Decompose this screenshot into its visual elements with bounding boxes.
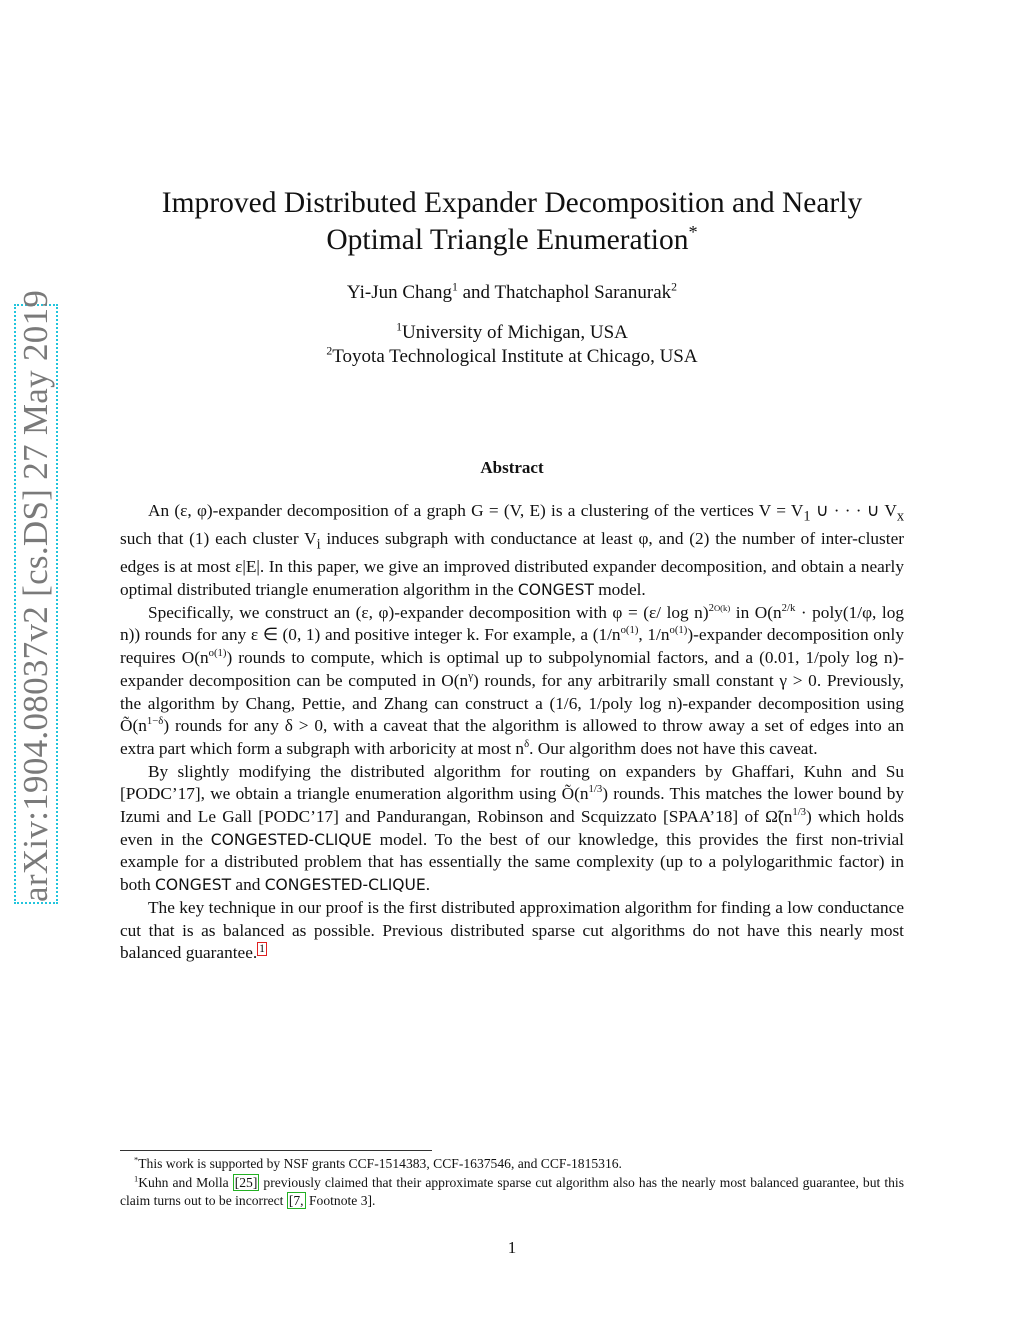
superscript: o(1)	[620, 624, 639, 637]
text-run: ) rounds, for any arbitrarily small constant γ > 0. Previously, the algorithm by Chang, Pettie, and Zhang can construct a (1/6, 1/poly log n)-expander decomposition using Õ(n	[120, 670, 904, 736]
text-run: ) rounds to compute, which is optimal up to subpolynomial factors, and a (0.01, 1/poly log n)-expander decomposition can be computed in O(n	[120, 648, 904, 690]
affiliation-name: University of Michigan, USA	[402, 322, 628, 343]
footnote	[120, 1155, 904, 1174]
abstract-paragraph	[120, 500, 904, 602]
abstract-paragraph	[120, 602, 904, 761]
author-name: Thatchaphol Saranurak	[494, 282, 672, 303]
superscript: 1/3	[588, 783, 603, 796]
superscript: 1/3	[792, 806, 807, 819]
footnote-marker: *	[134, 1154, 139, 1165]
text-run: · poly(1/φ, log n)) rounds for any ε ∈ (0, 1) and positive integer k. For example, a (1/n	[120, 602, 904, 645]
text-run: in O(n	[730, 602, 782, 622]
footnote-text: previously claimed that their approximate sparse cut algorithm also has the nearly most balanced guarantee, but this claim turns out to be incorrect	[120, 1174, 904, 1208]
text-run: By slightly modifying the distributed algorithm for routing on expanders by Ghaffari, Kuhn and Su [PODC’17], we obtain a triangle enumeration algorithm using Õ(n	[120, 761, 904, 804]
footnote-text: Footnote 3].	[305, 1193, 376, 1208]
footnote	[120, 1174, 904, 1211]
text-run: .	[425, 875, 431, 895]
text-run: The key technique in our proof is the first distributed approximation algorithm for finding a low conductance cut that is as balanced as possible. Previous distributed sparse cut algorithms do not have this nearly most balanced guarantee.	[120, 897, 904, 963]
text-run: and	[231, 875, 265, 895]
author-name: Yi-Jun Chang	[346, 282, 452, 303]
title-line-1: Improved Distributed Expander Decomposition and Nearly	[161, 187, 863, 219]
text-run: Specifically, we construct an (ε, φ)-expander decomposition with φ = (ε/ log n)	[148, 602, 709, 622]
text-run: ) rounds. This matches the lower bound by Izumi and Le Gall [PODC’17] and Pandurangan, Robinson and Scquizzato [SPAA’18] of Ω̃(n	[120, 784, 904, 827]
superscript: 1−δ	[146, 715, 164, 728]
affiliation-marker: 2	[326, 344, 333, 358]
text-run: An (ε, φ)-expander decomposition of a graph G = (V, E) is a clustering of the vertices V = V	[148, 501, 804, 520]
superscript: δ	[524, 738, 530, 751]
superscript: γ	[468, 670, 473, 683]
abstract-paragraph	[120, 761, 904, 897]
text-run: ) which holds even in the	[120, 807, 904, 849]
page-number: 1	[507, 1238, 517, 1257]
superscript: 2	[708, 601, 714, 614]
footnote-text: This work is supported by NSF grants CCF-1514383, CCF-1637546, and CCF-1815316.	[138, 1156, 622, 1171]
text-run: induces subgraph with conductance at least φ, and (2) the number of inter-cluster edges is at most ε|E|. In this paper, we give an improved distributed expander decomposition, and obtain a nearly optimal distributed triangle enumeration algorithm in the	[120, 529, 904, 600]
citation-link[interactable]: [7,	[288, 1193, 304, 1208]
affiliation	[130, 346, 894, 368]
citation-link[interactable]: [25]	[234, 1174, 258, 1190]
author-conjunction: and	[457, 282, 495, 303]
footnote-marker: 1	[134, 1172, 139, 1183]
text-run: model.	[593, 580, 646, 600]
footnotes	[120, 1155, 904, 1211]
superscript: 2/k	[781, 601, 796, 614]
title-footnote-marker[interactable]: *	[688, 222, 698, 243]
text-run: such that (1) each cluster V	[120, 529, 317, 549]
superscript: O(k)	[713, 602, 731, 613]
subscript: 1	[803, 508, 811, 525]
title-line-2: Optimal Triangle Enumeration	[326, 224, 689, 256]
model-name: CONGEST	[155, 876, 232, 895]
text-run: , 1/n	[638, 625, 670, 645]
affiliation-marker: 1	[451, 280, 458, 294]
abstract-body	[120, 500, 904, 965]
superscript: o(1)	[208, 647, 227, 660]
arxiv-stamp[interactable]: arXiv:1904.08037v2 [cs.DS] 27 May 2019	[14, 304, 58, 904]
text-run: . Our algorithm does not have this caveat.	[529, 738, 818, 758]
abstract-heading: Abstract	[480, 458, 544, 477]
model-name: CONGEST	[517, 581, 594, 600]
footnote-text: Kuhn and Molla	[138, 1174, 233, 1190]
model-name: CONGESTED-CLIQUE	[210, 830, 372, 849]
superscript: o(1)	[669, 624, 688, 637]
affiliation	[130, 322, 894, 344]
affiliation-name: Toyota Technological Institute at Chicago, USA	[332, 346, 698, 367]
footnote-divider	[120, 1150, 432, 1151]
text-run: )-expander decomposition only requires O(n	[120, 625, 904, 668]
affiliation-marker: 1	[396, 320, 402, 334]
author-list	[130, 282, 894, 304]
model-name: CONGESTED-CLIQUE	[264, 876, 426, 895]
subscript: i	[316, 536, 321, 553]
abstract-paragraph	[120, 897, 904, 965]
text-run: ) rounds for any δ > 0, with a caveat that the algorithm is allowed to throw away a set of edges into an extra part which form a subgraph with arboricity at most n	[120, 716, 904, 758]
paper-title	[130, 185, 894, 259]
affiliation-marker: 2	[671, 280, 678, 294]
text-run: model. To the best of our knowledge, this provides the first non-trivial example for a distributed problem that has essentially the same complexity (up to a polylogarithmic factor) in both	[120, 829, 904, 895]
subscript: x	[896, 508, 905, 525]
text-run: ∪ · · · ∪ V	[810, 501, 897, 520]
footnote-link[interactable]: 1	[259, 942, 265, 955]
